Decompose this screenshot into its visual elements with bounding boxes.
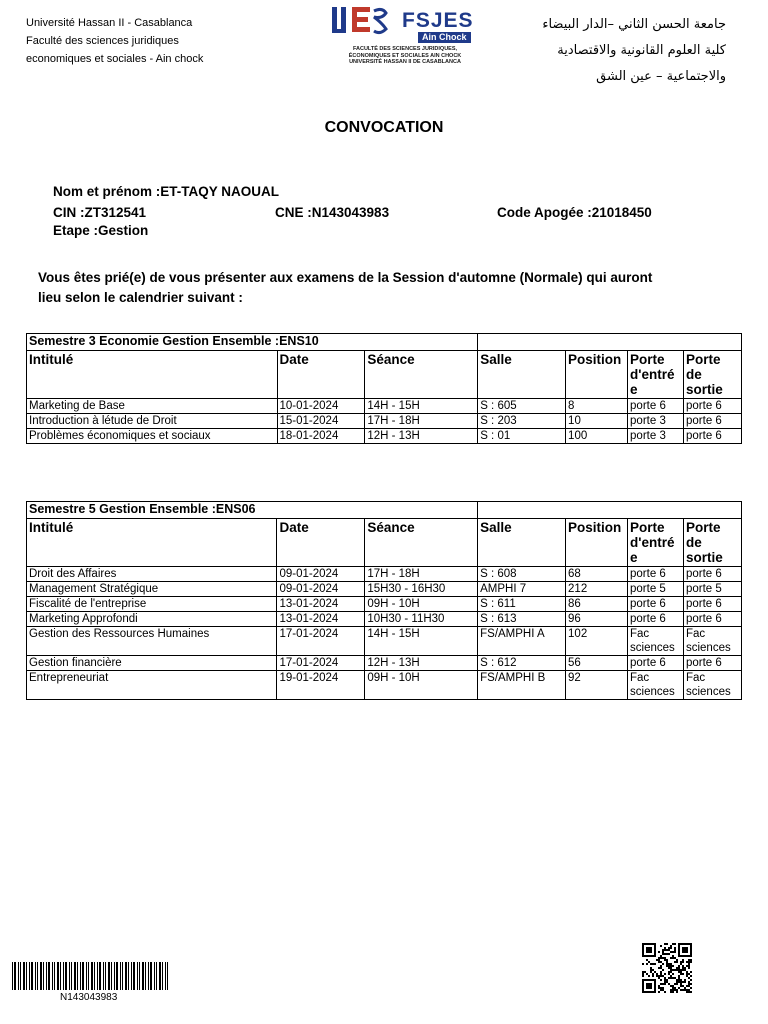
table-row [27, 612, 742, 627]
cell-date: 15-01-2024 [277, 414, 365, 429]
cell-position: 56 [566, 656, 628, 671]
table-row [27, 399, 742, 414]
header-university-ar [542, 12, 726, 90]
header-line-ar: والاجتماعية – عين الشق [596, 69, 726, 84]
column-header: Intitulé [27, 519, 277, 567]
cell-date: 17-01-2024 [277, 627, 365, 656]
cell-room: S : 608 [478, 567, 566, 582]
cell-entry-gate: porte 6 [628, 597, 684, 612]
exam-table-semester-3 [26, 333, 742, 444]
cell-course: Gestion financière [27, 656, 277, 671]
barcode-icon [12, 962, 168, 990]
cell-session: 12H - 13H [365, 656, 478, 671]
cell-date: 13-01-2024 [277, 597, 365, 612]
table-row [27, 656, 742, 671]
cell-entry-gate: porte 6 [628, 612, 684, 627]
cell-room: S : 01 [478, 429, 566, 444]
cell-exit-gate: porte 6 [684, 429, 742, 444]
cell-date: 13-01-2024 [277, 612, 365, 627]
student-cne: CNE :N143043983 [275, 205, 390, 220]
column-header: Salle [478, 519, 566, 567]
student-cin: CIN :ZT312541 [53, 205, 147, 220]
cell-exit-gate: porte 5 [683, 582, 741, 597]
cell-exit-gate: porte 6 [683, 567, 741, 582]
cell-session: 17H - 18H [365, 567, 478, 582]
intro-line: lieu selon le calendrier suivant : [38, 290, 243, 305]
table-row [27, 627, 742, 656]
table-row [27, 671, 742, 700]
semester-title: Semestre 3 Economie Gestion Ensemble :ENS10 [27, 334, 478, 351]
qr-code-icon [642, 943, 692, 993]
logo-caption-line: FACULTÉ DES SCIENCES JURIDIQUES, [352, 46, 458, 52]
cell-entry-gate: porte 6 [628, 399, 684, 414]
cell-entry-gate: porte 6 [628, 656, 684, 671]
semester-title: Semestre 5 Gestion Ensemble :ENS06 [27, 502, 478, 519]
cell-date: 17-01-2024 [277, 656, 365, 671]
semester-blank-cell [478, 334, 742, 351]
header-line-ar: كلية العلوم القانونية والاقتصادية [557, 43, 726, 58]
column-header: Position [566, 519, 628, 567]
logo-mark-icon [330, 5, 390, 43]
cell-room: S : 611 [478, 597, 566, 612]
table-row [27, 582, 742, 597]
cell-session: 17H - 18H [365, 414, 478, 429]
table-row [27, 429, 742, 444]
cell-position: 212 [566, 582, 628, 597]
column-header: Porte d'entré e [628, 351, 684, 399]
cell-course: Entrepreneuriat [27, 671, 277, 700]
table-row [27, 414, 742, 429]
cell-session: 10H30 - 11H30 [365, 612, 478, 627]
intro-line: Vous êtes prié(e) de vous présenter aux examens de la Session d'automne (Normale) qui auront [38, 270, 653, 285]
column-header: Porte de sortie [683, 519, 741, 567]
table-row [27, 597, 742, 612]
cell-date: 18-01-2024 [277, 429, 365, 444]
cell-entry-gate: porte 5 [628, 582, 684, 597]
cell-session: 15H30 - 16H30 [365, 582, 478, 597]
cell-course: Problèmes économiques et sociaux [27, 429, 278, 444]
column-header: Séance [365, 519, 478, 567]
cell-course: Management Stratégique [27, 582, 277, 597]
cell-position: 102 [566, 627, 628, 656]
cell-course: Introduction à létude de Droit [27, 414, 278, 429]
cell-exit-gate: porte 6 [684, 414, 742, 429]
column-header: Séance [365, 351, 478, 399]
cell-position: 86 [566, 597, 628, 612]
cell-date: 19-01-2024 [277, 671, 365, 700]
exam-table-semester-5 [26, 501, 742, 700]
cell-entry-gate: porte 6 [628, 567, 684, 582]
cell-course: Fiscalité de l'entreprise [27, 597, 277, 612]
table-row [27, 567, 742, 582]
semester-blank-cell [478, 502, 742, 519]
cell-room: FS/AMPHI A [478, 627, 566, 656]
cell-session: 09H - 10H [365, 597, 478, 612]
cell-exit-gate: porte 6 [684, 399, 742, 414]
column-header: Porte d'entré e [628, 519, 684, 567]
cell-date: 09-01-2024 [277, 582, 365, 597]
logo-caption [330, 46, 480, 66]
cell-session: 09H - 10H [365, 671, 478, 700]
column-header: Porte de sortie [684, 351, 742, 399]
cell-entry-gate: Fac sciences [628, 671, 684, 700]
cell-course: Marketing de Base [27, 399, 278, 414]
logo-subname: Ain Chock [418, 32, 471, 43]
cell-position: 10 [566, 414, 628, 429]
header-line: Faculté des sciences juridiques [26, 35, 179, 47]
document-title: CONVOCATION [324, 119, 444, 136]
header-line: Université Hassan II - Casablanca [26, 17, 193, 29]
cell-exit-gate: porte 6 [683, 597, 741, 612]
column-header: Position [566, 351, 628, 399]
header-line: economiques et sociales - Ain chock [26, 53, 204, 65]
logo-caption-line: ÉCONOMIQUES ET SOCIALES AIN CHOCK [348, 52, 462, 59]
cell-entry-gate: porte 3 [628, 414, 684, 429]
cell-course: Droit des Affaires [27, 567, 277, 582]
header-line-ar: جامعة الحسن الثاني –الدار البيضاء [542, 17, 726, 32]
cell-room: AMPHI 7 [478, 582, 566, 597]
cell-room: S : 203 [478, 414, 566, 429]
cell-position: 68 [566, 567, 628, 582]
barcode-number: N143043983 [60, 992, 118, 1003]
cell-entry-gate: Fac sciences [628, 627, 684, 656]
faculty-logo [330, 5, 480, 67]
cell-position: 8 [566, 399, 628, 414]
cell-session: 14H - 15H [365, 627, 478, 656]
cell-position: 92 [566, 671, 628, 700]
column-header: Intitulé [27, 351, 278, 399]
column-header: Salle [478, 351, 566, 399]
logo-name: FSJES [402, 9, 474, 32]
cell-exit-gate: Fac sciences [683, 627, 741, 656]
cell-session: 12H - 13H [365, 429, 478, 444]
cell-date: 10-01-2024 [277, 399, 365, 414]
student-name: Nom et prénom :ET-TAQY NAOUAL [53, 184, 280, 199]
column-header: Date [277, 519, 365, 567]
cell-position: 100 [566, 429, 628, 444]
logo-caption-line: UNIVERSITÉ HASSAN II DE CASABLANCA [349, 59, 461, 65]
cell-entry-gate: porte 3 [628, 429, 684, 444]
cell-exit-gate: porte 6 [683, 656, 741, 671]
cell-date: 09-01-2024 [277, 567, 365, 582]
cell-exit-gate: porte 6 [683, 612, 741, 627]
cell-room: S : 605 [478, 399, 566, 414]
cell-room: S : 612 [478, 656, 566, 671]
intro-paragraph [38, 268, 718, 308]
cell-room: S : 613 [478, 612, 566, 627]
cell-room: FS/AMPHI B [478, 671, 566, 700]
cell-position: 96 [566, 612, 628, 627]
column-header: Date [277, 351, 365, 399]
cell-course: Gestion des Ressources Humaines [27, 627, 277, 656]
header-university-fr [26, 14, 203, 68]
cell-exit-gate: Fac sciences [683, 671, 741, 700]
cell-session: 14H - 15H [365, 399, 478, 414]
student-etape: Etape :Gestion [53, 223, 149, 238]
student-apogee: Code Apogée :21018450 [497, 205, 652, 220]
cell-course: Marketing Approfondi [27, 612, 277, 627]
